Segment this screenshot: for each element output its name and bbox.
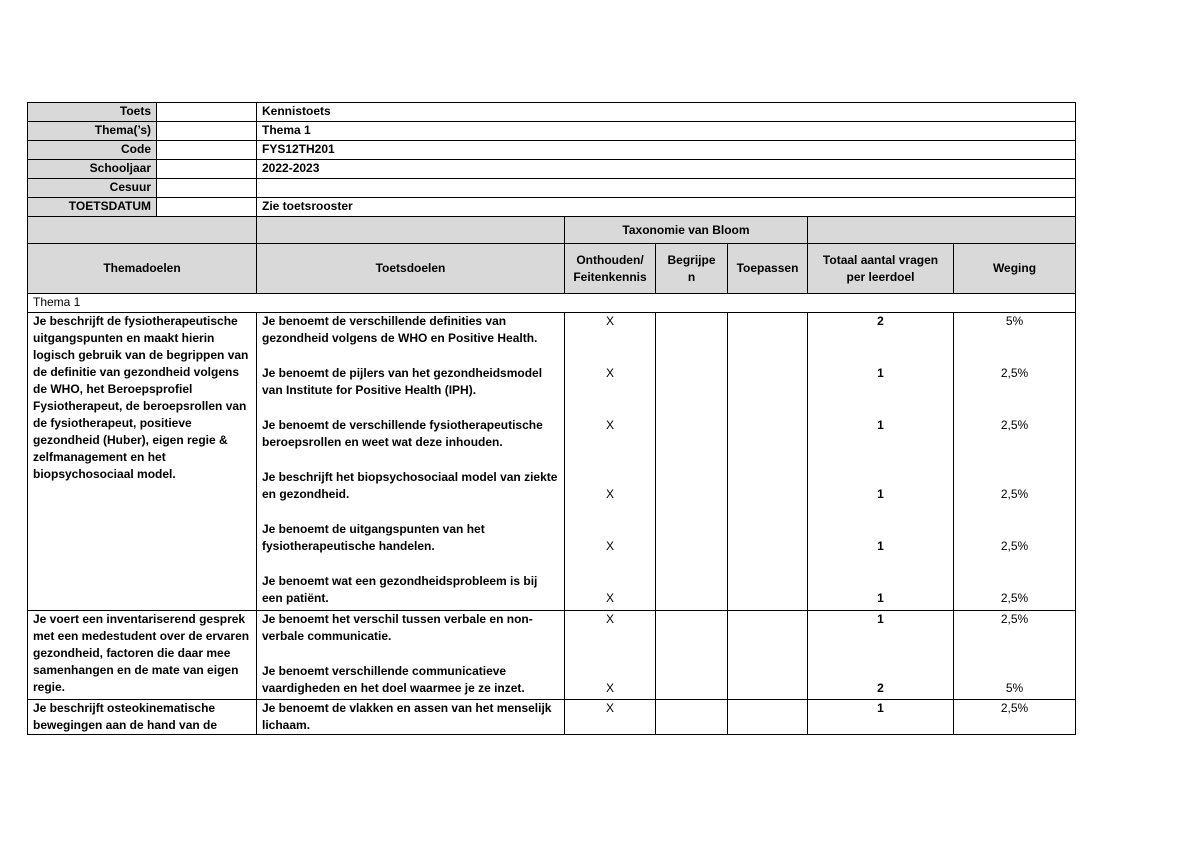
x-mark: X — [605, 681, 614, 695]
weging-value: 2,5% — [1000, 591, 1029, 605]
table-row — [28, 313, 1076, 611]
info-row-thema — [28, 122, 1076, 141]
themadoelen-header: Themadoelen — [28, 244, 257, 294]
totaal-value: 1 — [877, 487, 884, 501]
column-header-row — [28, 244, 1076, 294]
toets-label: Toets — [28, 103, 157, 122]
x-mark: X — [605, 539, 614, 553]
toetsdoel: Je benoemt de vlakken en assen van het menselijk lichaam. — [257, 700, 565, 735]
toetsdoel: Je benoemt de pijlers van het gezondheidsmodel van Institute for Positive Health (IPH). — [262, 366, 543, 397]
weging-header: Weging — [954, 244, 1076, 294]
cesuur-value — [257, 179, 1076, 198]
toetsdoel: Je beschrijft het biopsychosociaal model van ziekte en gezondheid. — [262, 470, 558, 501]
totaal-value: 1 — [877, 418, 884, 432]
totaal-value: 1 — [808, 700, 954, 735]
toetsdoel: Je benoemt de verschillende definities van gezondheid volgens de WHO en Positive Health. — [262, 314, 538, 345]
x-mark: X — [605, 612, 614, 626]
toetsdoel: Je benoemt de uitgangspunten van het fysiotherapeutische handelen. — [262, 522, 485, 553]
totaal-value: 1 — [877, 612, 884, 626]
totaal-value: 1 — [877, 539, 884, 553]
schooljaar-value: 2022-2023 — [257, 160, 1076, 179]
section-title: Thema 1 — [28, 294, 1076, 313]
x-mark: X — [605, 314, 614, 328]
toetsdoel: Je benoemt de verschillende fysiotherapeutische beroepsrollen en weet wat deze inhouden. — [262, 418, 543, 449]
begrijpen-header: Begrijpe n — [656, 244, 728, 294]
weging-value: 2,5% — [1000, 487, 1029, 501]
taxonomie-header: Taxonomie van Bloom — [565, 217, 808, 244]
toetsdatum-label: TOETSDATUM — [28, 198, 157, 217]
info-row-cesuur — [28, 179, 1076, 198]
toets-value: Kennistoets — [257, 103, 1076, 122]
totaal-value: 1 — [877, 591, 884, 605]
weging-value: 5% — [1005, 314, 1024, 328]
x-mark: X — [605, 418, 614, 432]
toetsdatum-value: Zie toetsrooster — [257, 198, 1076, 217]
info-row-schooljaar — [28, 160, 1076, 179]
info-row-code — [28, 141, 1076, 160]
x-mark: X — [605, 487, 614, 501]
toetsdoel: Je benoemt verschillende communicatieve vaardigheden en het doel waarmee je ze inzet. — [262, 664, 525, 695]
info-row-toetsdatum — [28, 198, 1076, 217]
x-mark: X — [605, 366, 614, 380]
toetsmatrijs-table — [27, 102, 1076, 735]
toetsdoelen-header: Toetsdoelen — [257, 244, 565, 294]
onthouden-header: Onthouden/ Feitenkennis — [565, 244, 656, 294]
schooljaar-label: Schooljaar — [28, 160, 157, 179]
table-row — [28, 611, 1076, 700]
table-row — [28, 700, 1076, 735]
weging-value: 2,5% — [1000, 418, 1029, 432]
totaal-value: 2 — [877, 314, 884, 328]
section-title-row — [28, 294, 1076, 313]
taxonomy-header-row — [28, 217, 1076, 244]
toetsdoel: Je benoemt het verschil tussen verbale en non-verbale communicatie. — [262, 612, 533, 643]
x-mark: X — [605, 591, 614, 605]
weging-value: 2,5% — [954, 700, 1076, 735]
totaal-value: 2 — [877, 681, 884, 695]
weging-value: 2,5% — [1000, 539, 1029, 553]
weging-value: 5% — [1005, 681, 1024, 695]
weging-value: 2,5% — [1000, 366, 1029, 380]
weging-value: 2,5% — [1000, 612, 1029, 626]
info-row-toets — [28, 103, 1076, 122]
totaal-value: 1 — [877, 366, 884, 380]
code-value: FYS12TH201 — [257, 141, 1076, 160]
thema-value: Thema 1 — [257, 122, 1076, 141]
toepassen-header: Toepassen — [728, 244, 808, 294]
thema-label: Thema(’s) — [28, 122, 157, 141]
totaal-header: Totaal aantal vragen per leerdoel — [808, 244, 954, 294]
themadoel-cell: Je beschrijft osteokinematische bewegingen aan de hand van de — [28, 700, 257, 735]
toetsdoel: Je benoemt wat een gezondheidsprobleem is bij een patiënt. — [262, 574, 538, 605]
code-label: Code — [28, 141, 157, 160]
themadoel-cell: Je beschrijft de fysiotherapeutische uitgangspunten en maakt hierin logisch gebruik van de begrippen van de definitie van gezondheid volgens de WHO, het Beroepsprofiel Fysiotherapeut, de beroepsrollen van de fysiotherapeut, positieve gezondheid (Huber), eigen regie & zelfmanagement en het biopsychosociaal model. — [28, 313, 257, 611]
themadoel-cell: Je voert een inventariserend gesprek met een medestudent over de ervaren gezondheid, factoren die daar mee samenhangen en de mate van eigen regie. — [28, 611, 257, 700]
x-mark: X — [565, 700, 656, 735]
cesuur-label: Cesuur — [28, 179, 157, 198]
